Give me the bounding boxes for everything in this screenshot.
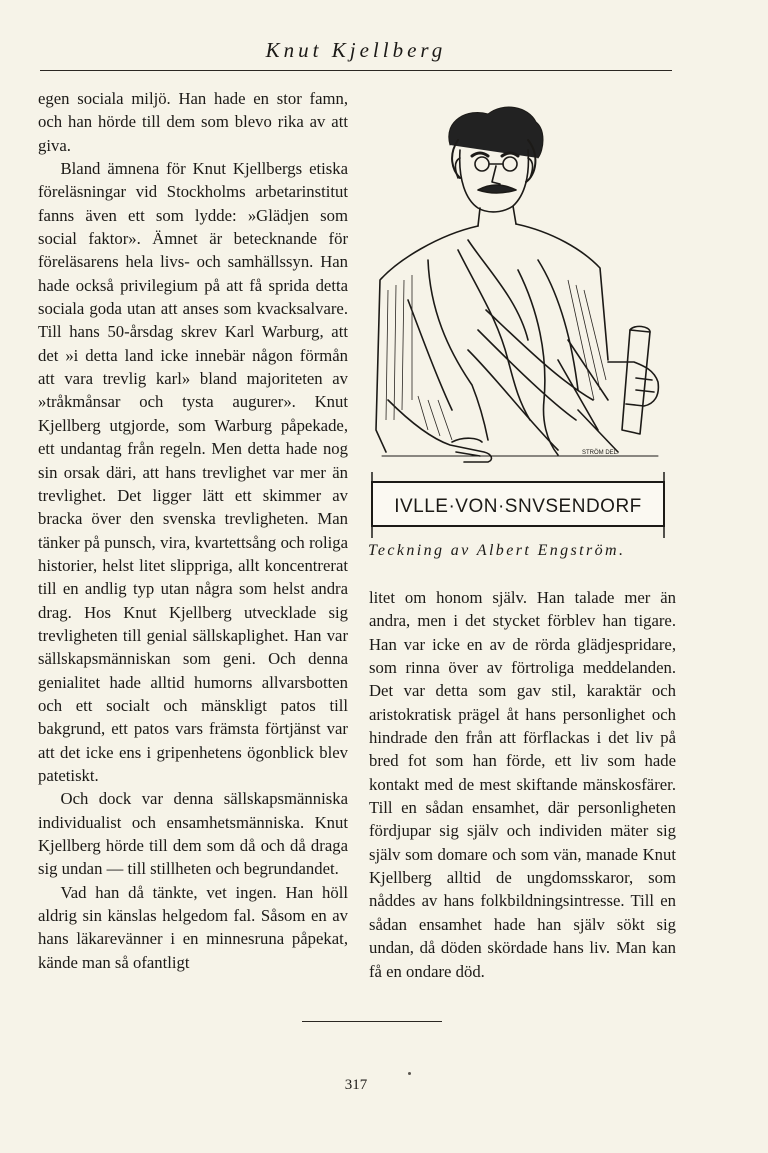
right-column xyxy=(369,586,676,983)
footer-rule xyxy=(302,1021,442,1022)
name-placard xyxy=(372,472,664,538)
header-rule xyxy=(40,70,672,71)
running-header: Knut Kjellberg xyxy=(265,38,447,62)
left-paragraph-3: Och dock var denna sällskapsmänniska individualist och ensamhetsmänniska. Knut Kjellberg hörde till dem som då och då draga sig undan — till stillheten och begrundandet. xyxy=(38,789,348,879)
left-paragraph-4: Vad han då tänkte, vet ingen. Han höll aldrig sin känslas helgedom fal. Såsom en av hans läkarevänner i en minnesruna påpekat, kände man så ofantligt xyxy=(38,882,348,972)
right-paragraph-1: litet om honom själv. Han talade mer än andra, men i det stycket förblev han tigare. Han var icke en av de rörda glädjespridare, som rinna över av förtroliga meddelanden. Det var detta som gav stil, karaktär och aristokratisk prägel åt hans personlighet och hindrade den från att förflackas i det liv på bred fot som han förde, ett liv som hade kontakt med de mest skiftande mänskosfärer. Till en sådan ensamhet, där personligheten fördjupar sig själv och individen mäter sig själv som domare och som vän, manade Knut Kjellberg alltid de ungdomsskaror, som nåddes av hans folkbildningsintresse. Till en sådan ensamhet hade han själv sökt sig undan, då döden skördade hans liv. Man kan få en ondare död. xyxy=(369,588,676,981)
page-number: 317 xyxy=(344,1077,368,1093)
artist-signature: STRÖM DEL. xyxy=(582,450,619,456)
print-dot xyxy=(408,1072,411,1075)
left-paragraph-1: egen sociala miljö. Han hade en stor famn, och han hörde till dem som blevo rika av att giva. xyxy=(38,89,348,155)
illustration-caption: Teckning av Albert Engström. xyxy=(368,542,626,559)
placard-text: IVLLE·VON·SNVSENDORF xyxy=(394,496,642,517)
left-column xyxy=(38,87,348,974)
left-paragraph-2: Bland ämnena för Knut Kjellbergs etiska föreläsningar vid Stockholms arbetarinstitut fanns även ett som lydde: »Glädjen som social faktor». Ämnet är betecknande för föreläsarens hela livs- och samhällssyn. Han hade också privilegium på att få sprida detta sociala goda utan att anses som kvacksalvare. Till hans 50-årsdag skrev Karl Warburg, att det »i detta land icke innebär någon förmån att vara trevlig karl» bland majoriteten av »tråkmånsar och tysta augurer». Knut Kjellberg utgjorde, som Warburg påpekade, ett undantag från regeln. Men detta hade nog sin orsak däri, att hans trevlighet var mer än trevlighet. Det ligger lätt ett skimmer av bracka över den svenska trevligheten. Man tänker på punsch, vira, kvartettsång och roliga historier, helst litet slippriga, allt koncentrerat till en andlig typ utan några som helst andra drag. Hos Knut Kjellberg utvecklade sig trevligheten till genial sällskaplighet. Han var sällskapsmänniskan som geni. Och denna genialitet hade alltid humorns allvarsbotten och ett socialt och mänskligt patos till bakgrund, ett patos vars främsta förtjänst var att det icke ens i gripenhetens ögonblick blev patetiskt. xyxy=(38,159,348,785)
caricature-illustration xyxy=(368,100,668,540)
